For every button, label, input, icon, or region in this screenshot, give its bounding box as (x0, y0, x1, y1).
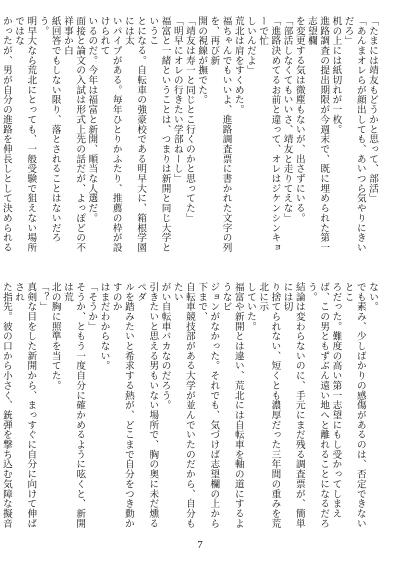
upper-text-block (0, 16, 378, 262)
text-line: いるのだ。今年は福富と新開、順当な人選だ。 (86, 16, 98, 223)
text-line: そうか、ともう一度自分に確かめるように呟くと、新開は荒 (61, 282, 86, 529)
text-line: 机の上には紙切れが一枚。 (330, 16, 342, 135)
text-line: 「そうか」 (86, 282, 98, 332)
text-line: 福富と一緒ということは、つまりは新開と同じ大学というこ (147, 16, 171, 253)
text-line: 明早大なら荒北にとっても、一般受験で狙えない場所ではな (13, 16, 37, 253)
text-line: 引きたいと思える男もいない場所で、胸の奥に未だ燻るペダ (135, 282, 159, 529)
text-line: り捨てられない、短くとも濃厚だった三年間の重みを荒北に示 (257, 282, 281, 529)
text-line: はまだわからない。 (98, 282, 110, 371)
text-line: 「あんまオレらが顔出しても、あいつら気やりにきいだろ」 (342, 16, 366, 253)
text-line: 紙回答でもしない限り、落とされることはないだろう。 (37, 16, 61, 243)
text-line: とになる。自転車の強豪校である明早大に、箱根学園には太 (122, 16, 147, 253)
lower-text-block (0, 282, 378, 530)
text-line: 面接と論文の入試は形式上先の話だが、よっぽどの不祥事か白 (61, 16, 86, 253)
text-line: かったが、男が自分の進路を伸長しとして決められる (0, 16, 12, 253)
text-line: していた。 (244, 282, 256, 332)
text-line: 福ちゃんでもいいよ、進路調査票に書かれた文字の列を、再び新 (208, 16, 232, 253)
text-line: 「たまには靖友もどうかと思って、部活」 (367, 16, 378, 204)
text-line: 開の視線が撫でた。 (196, 16, 208, 105)
text-line: 荒北は肩をすくめた。 (232, 16, 244, 115)
text-line: ない。 (367, 282, 378, 312)
text-line: しいんだよ」 (244, 16, 256, 76)
text-line: ルを踏みたいと希求する熱が、どこまで自分をつき動かすのか (110, 282, 134, 529)
text-line: 真剣な目をした新開から、まっすぐに自分に向けて伸ばされ (13, 282, 37, 529)
text-line: 「明早にオレの行きたい学部ねーし」 (171, 16, 183, 184)
text-line: 進路調査の提出期限が今週末で、既に埋められた第一志望欄 (305, 16, 330, 253)
text-line: 「靖友は寿一と同じとこ行くのかと思ってた」 (183, 16, 195, 223)
text-line: 結論は変わらないのに、手元にまだ残る調査票が、簡単には切 (281, 282, 305, 529)
page-number: 7 (197, 539, 203, 551)
text-line: ろだった。難度の高い第一志望にもし受かってしまえ (330, 282, 342, 519)
text-line: ジョンがなかった。それでも、気づけば志望欄の上から下まで、 (196, 282, 220, 529)
text-line: 「？」 (37, 282, 49, 312)
text-line: を変更する気は微塵もないが、出さずにいる。 (293, 16, 305, 223)
text-line: 「部活しなくてもいいさ、靖友と走りてえな」 (281, 16, 293, 223)
text-line: た指先。彼の口から小さく、銃弾を撃ち込む気障な擬音 (0, 282, 12, 529)
text-line: 福富や新開とは違い、荒北には自転車を軸の道にするようなビ (220, 282, 244, 529)
text-line: がい自転車バカなのだろう。 (159, 282, 171, 411)
text-line: ば、この男ともずぶん遠い地へと離れることになるだろう。 (305, 282, 330, 529)
text-line: 自転車競技部がある大学が並んでいたのだから、自分もたい (171, 282, 195, 529)
text-line: でも素み、少しばかりの感傷があるのは、否定できないとこ (342, 282, 366, 529)
text-line: 「進路決めてるお前と違って、オレはジケンシンキョーで忙 (257, 16, 281, 253)
text-line: 北の胸に照準を当てた。 (49, 282, 61, 391)
text-line: いパイプがある。毎年ひとりかふたり、推薦の枠が設けられて (98, 16, 122, 253)
